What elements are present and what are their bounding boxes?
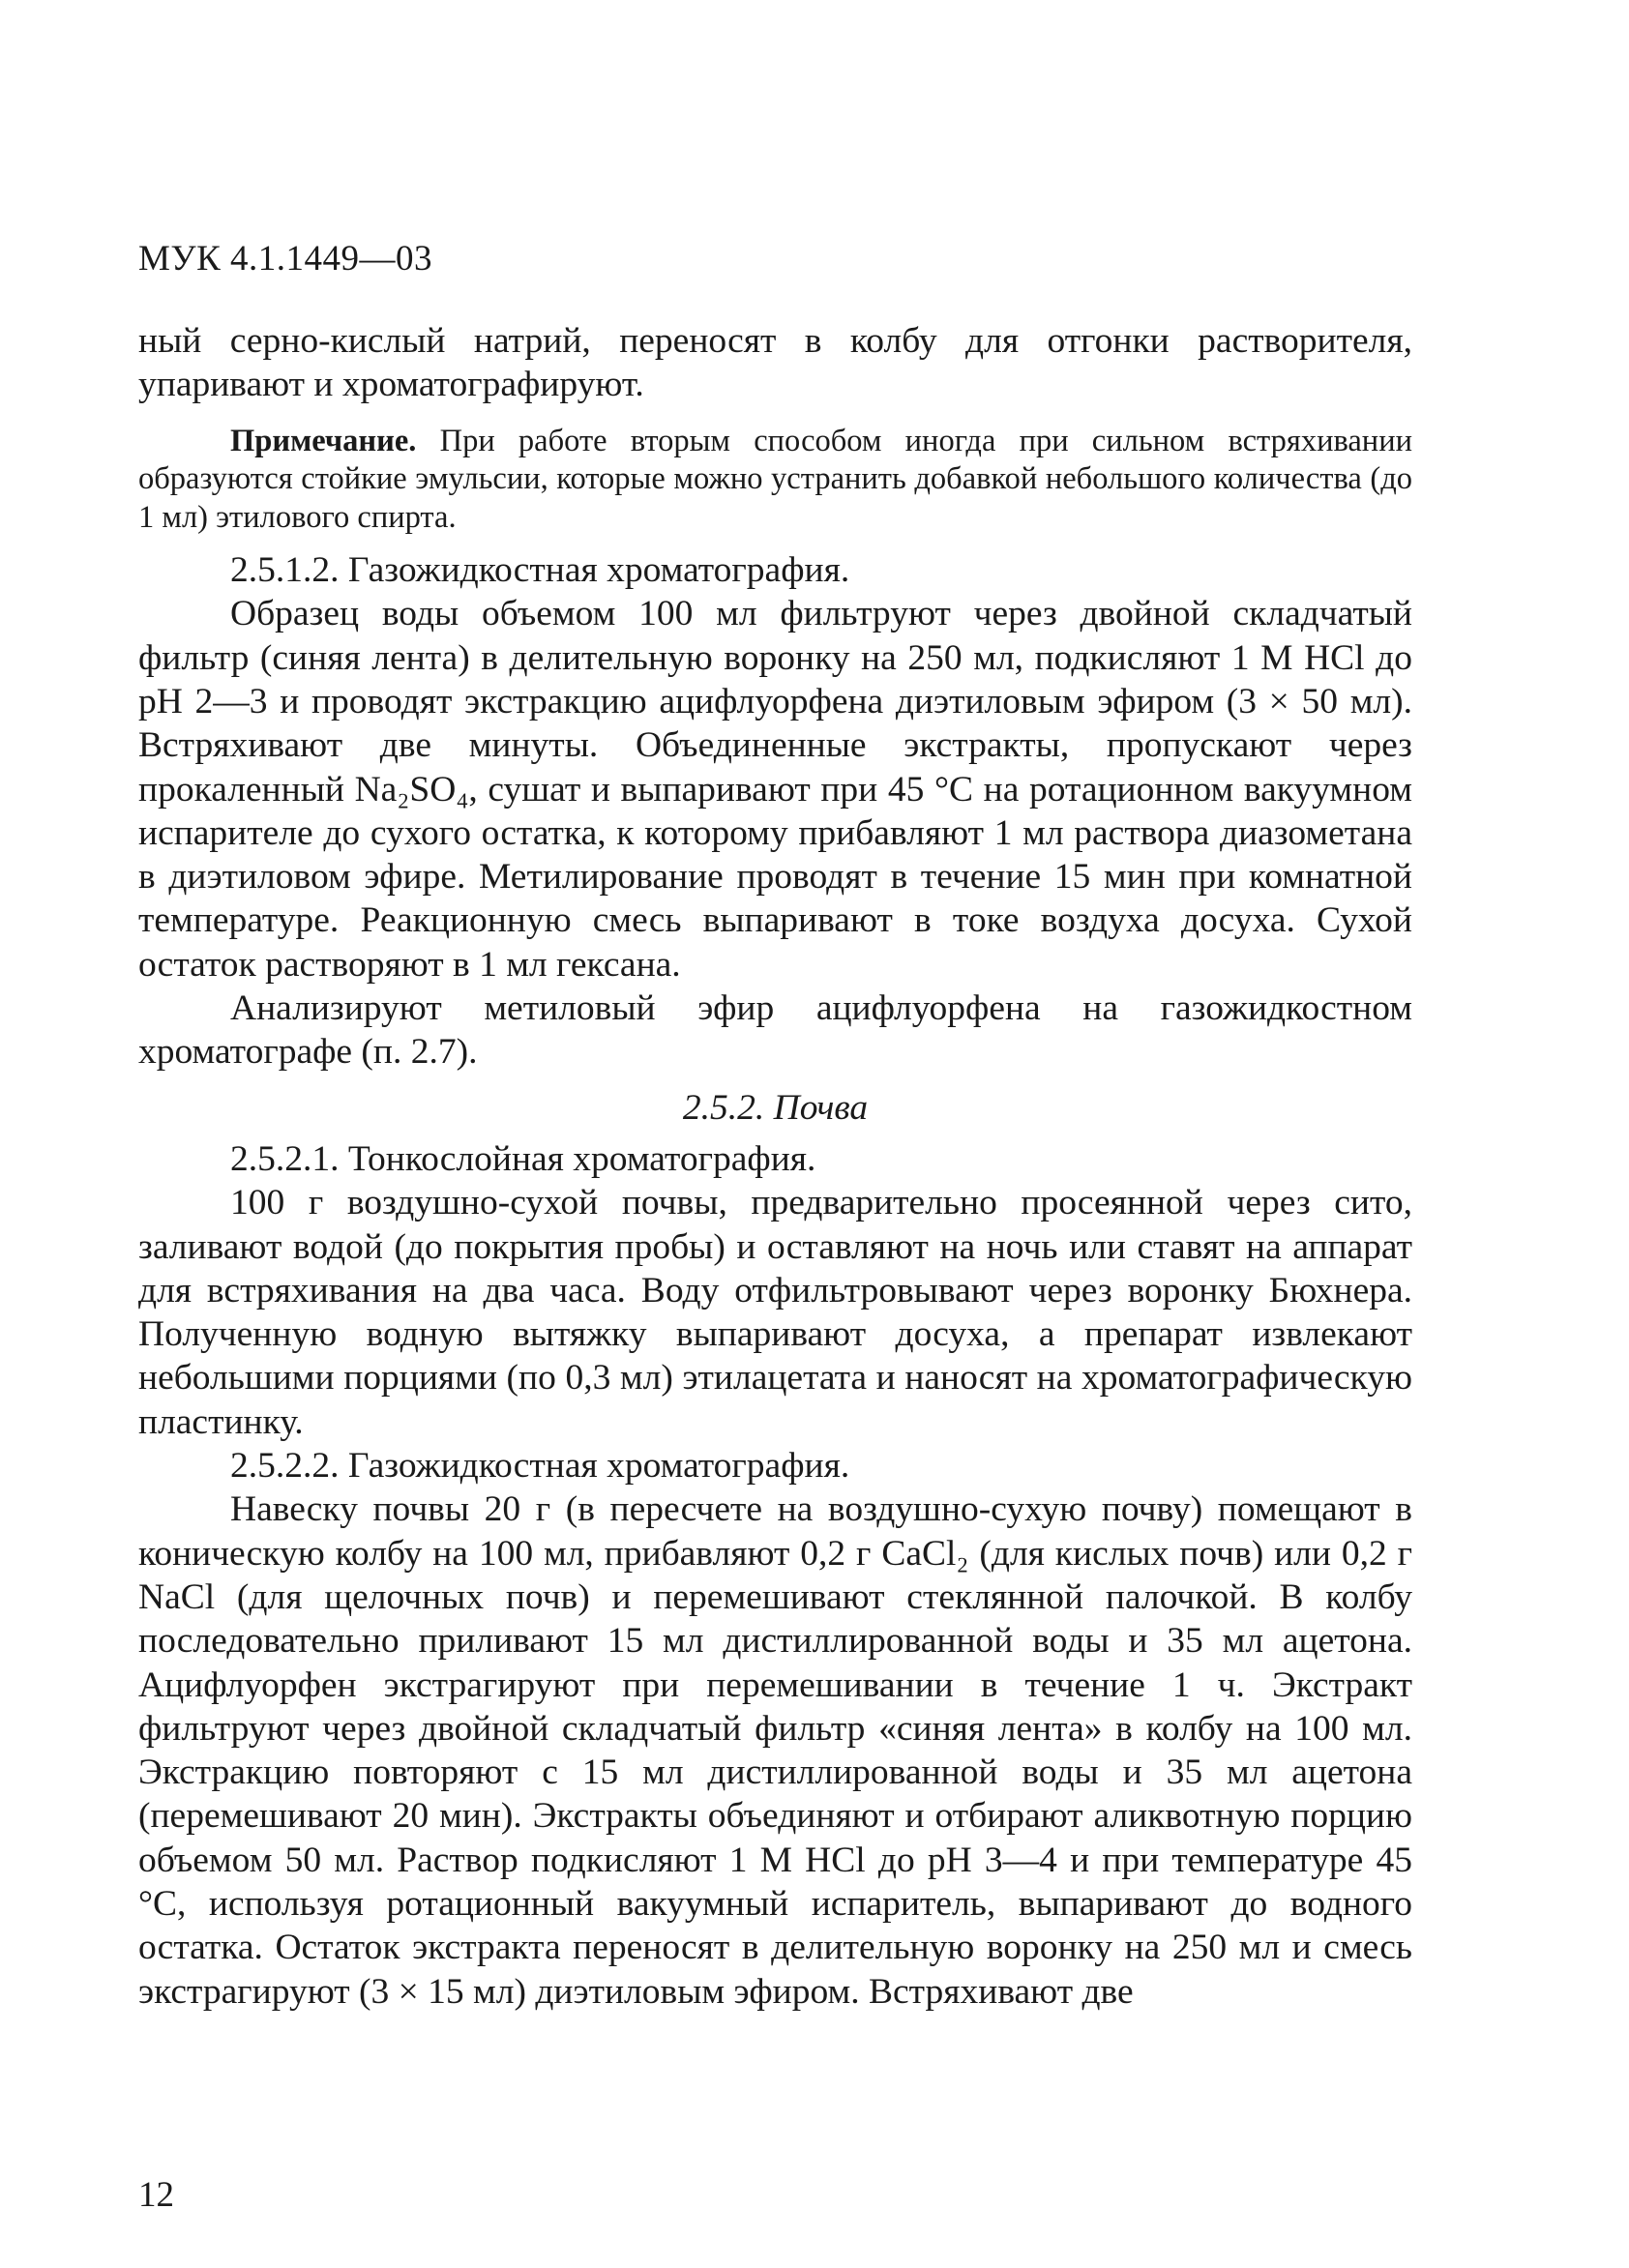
page-number: 12 (138, 2175, 174, 2215)
paragraph-continuation: ный серно-кислый натрий, переносят в колбу для отгонки растворителя, упаривают и хроматографируют. (138, 321, 1412, 405)
section-2-5-1-2: 2.5.1.2. Газожидкостная хроматография. (230, 550, 850, 591)
note-title: Примечание. (230, 423, 417, 458)
page-header: МУК 4.1.1449—03 (138, 239, 433, 279)
section-2-5-2-1: 2.5.2.1. Тонкослойная хроматография. (230, 1138, 816, 1179)
subheading-soil: 2.5.2. Почва (682, 1087, 869, 1128)
paragraph-tlc-soil: 100 г воздушно-сухой почвы, предварительно просеянной через сито, заливают водой (до покрытия пробы) и оставляют на ночь или ставят на аппарат для встряхивания на два часа. Воду отфильтровывают через воронку Бюхнера. Полученную водную вытяжку выпаривают досуха, а препарат извлекают небольшими порциями (по 0,3 мл) этилацетата и наносят на хроматографическую пластинку. (138, 1183, 1412, 1442)
note (138, 423, 1412, 538)
paragraph-analysis: Анализируют метиловый эфир ацифлуорфена на газожидкостном хроматографе (п. 2.7). (138, 988, 1412, 1073)
paragraph-water-sample: Образец воды объемом 100 мл фильтруют через двойной складчатый фильтр (синяя лента) в делительную воронку на 250 мл, подкисляют 1 М HCl до pH 2—3 и проводят экстракцию ацифлуорфена диэтиловым эфиром (3 × 50 мл). Встряхивают две минуты. Объединенные экстракты, пропускают через прокаленный Na₂SO₄, сушат и выпаривают при 45 °С на ротационном вакуумном испарителе до сухого остатка, к которому прибавляют 1 мл раствора диазометана в диэтиловом эфире. Метилирование проводят в течение 15 мин при комнатной температуре. Реакционную смесь выпаривают в токе воздуха досуха. Сухой остаток растворяют в 1 мл гексана. (138, 594, 1412, 985)
note-text: При работе вторым способом иногда при сильном встряхивании образуются стойкие эмульсии, которые можно устранить добавкой небольшого количества (до 1 мл) этилового спирта. (138, 423, 1412, 535)
section-2-5-2-2: 2.5.2.2. Газожидкостная хроматография. (230, 1446, 850, 1487)
paragraph-glc-soil: Навеску почвы 20 г (в пересчете на воздушно-сухую почву) помещают в коническую колбу на 100 мл, прибавляют 0,2 г CaCl₂ (для кислых почв) или 0,2 г NaCl (для щелочных почв) и перемешивают стеклянной палочкой. В колбу последовательно приливают 15 мл дистиллированной воды и 35 мл ацетона. Ацифлуорфен экстрагируют при перемешивании в течение 1 ч. Экстракт фильтруют через двойной складчатый фильтр «синяя лента» в колбу на 100 мл. Экстракцию повторяют с 15 мл дистиллированной воды и 35 мл ацетона (перемешивают 20 мин). Экстракты объединяют и отбирают аликвотную порцию объемом 50 мл. Раствор подкисляют 1 М HCl до pH 3—4 и при температуре 45 °С, используя ротационный вакуумный испаритель, выпаривают до водного остатка. Остаток экстракта переносят в делительную воронку на 250 мл и смесь экстрагируют (3 × 15 мл) диэтиловым эфиром. Встряхивают две (138, 1489, 1412, 2012)
body-text (138, 319, 1412, 2014)
